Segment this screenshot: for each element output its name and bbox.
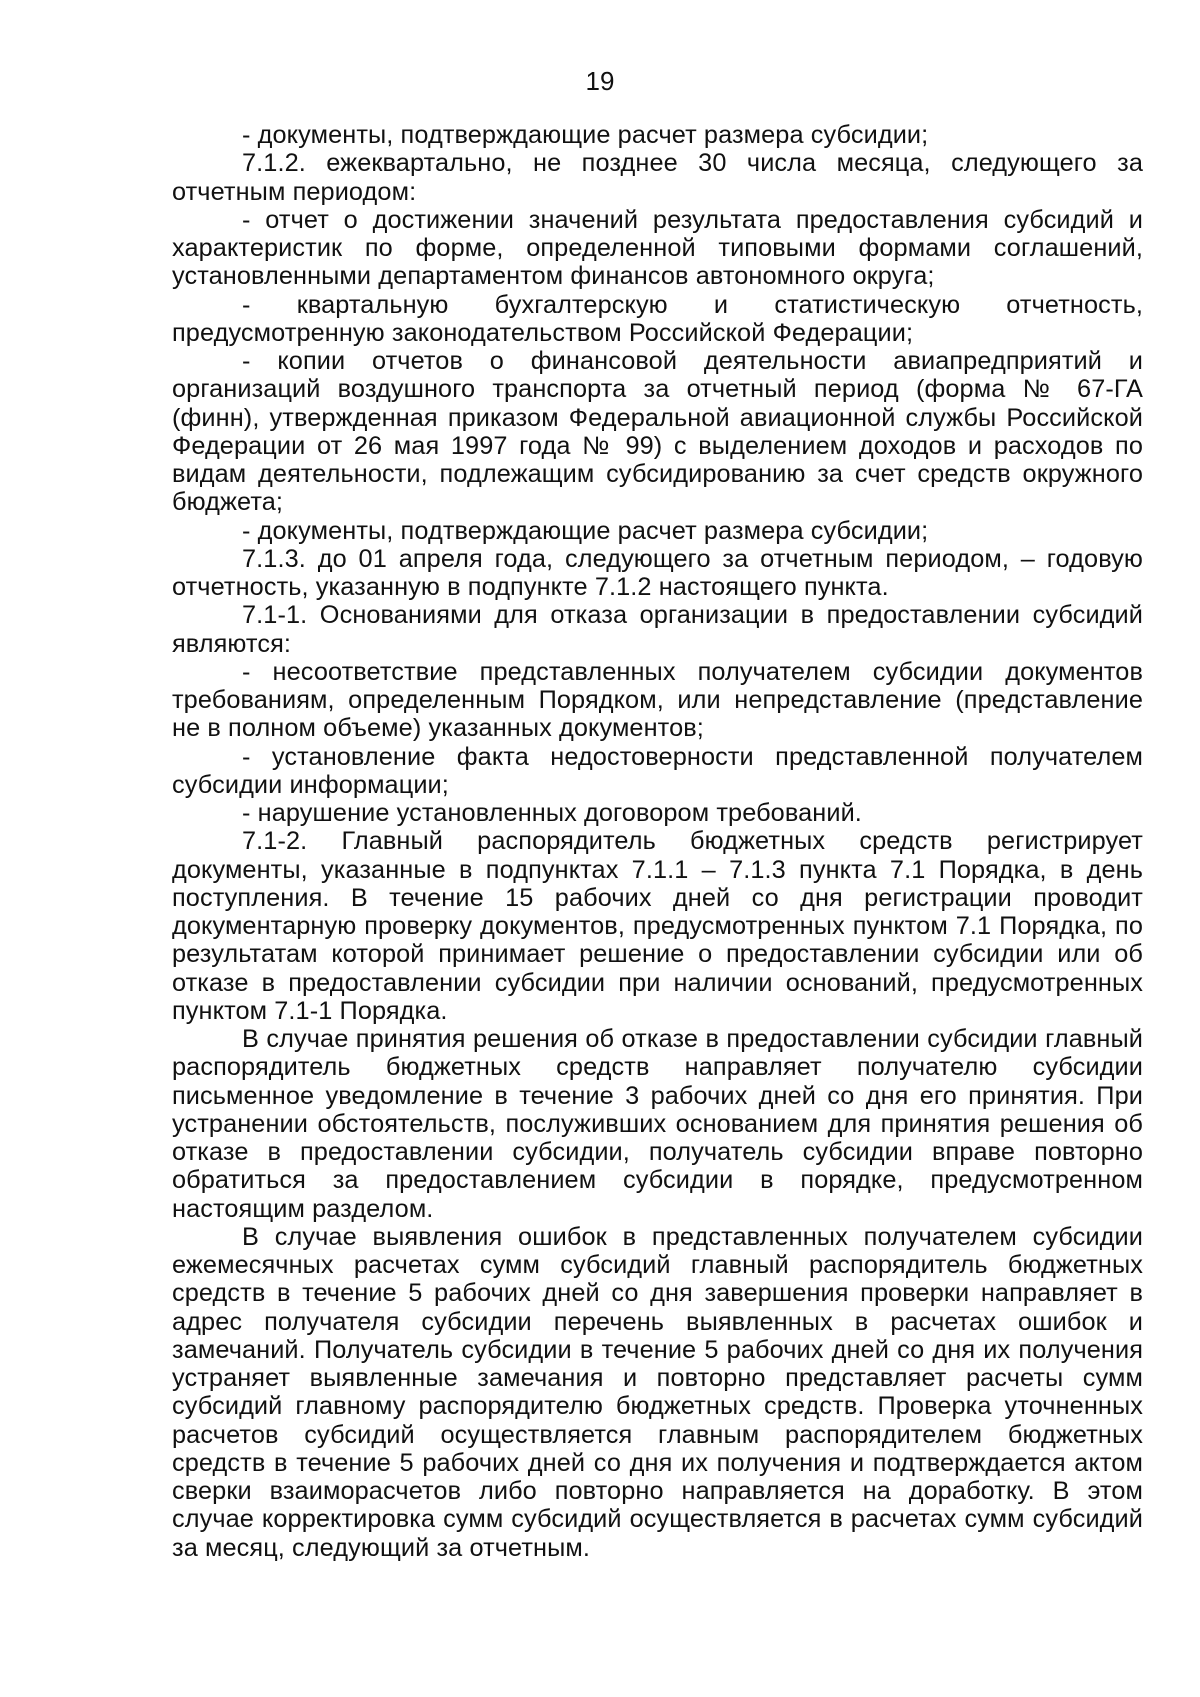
page-number: 19 [585, 66, 615, 96]
paragraph-false-information: - установление факта недостоверности представленной получателем субсидии информации; [172, 742, 1143, 799]
paragraph-docs-subsidy-calc-1: - документы, подтверждающие расчет размера субсидии; [242, 121, 929, 149]
paragraph-7-1-2: 7.1.2. ежеквартально, не позднее 30 числа месяца, следующего за отчетным периодом: [172, 149, 1143, 206]
document-body [172, 121, 1143, 1562]
paragraph-refusal-notice: В случае принятия решения об отказе в предоставлении субсидии главный распорядитель бюджетных средств направляет получателю субсидии письменное уведомление в течение 3 рабочих дней со дня его принятия. При устранении обстоятельств, послуживших основанием для принятия решения об отказе в предоставлении субсидии, получатель субсидии вправе повторно обратиться за предоставлением субсидии в порядке, предусмотренном настоящим разделом. [172, 1025, 1143, 1223]
paragraph-7-1-3: 7.1.3. до 01 апреля года, следующего за отчетным периодом, – годовую отчетность, указанную в подпункте 7.1.2 настоящего пункта. [172, 544, 1143, 601]
paragraph-financial-reports-copies: - копии отчетов о финансовой деятельности авиапредприятий и организаций воздушного транспорта за отчетный период (форма № 67-ГА (финн), утвержденная приказом Федеральной авиационной службы Российской Федерации от 26 мая 1997 года № 99) с выделением доходов и расходов по видам деятельности, подлежащим субсидированию за счет средств окружного бюджета; [172, 347, 1143, 517]
paragraph-errors-correction: В случае выявления ошибок в представленных получателем субсидии ежемесячных расчетах сумм субсидий главный распорядитель бюджетных средств в течение 5 рабочих дней со дня завершения проверки направляет в адрес получателя субсидии перечень выявленных в расчетах ошибок и замечаний. Получатель субсидии в течение 5 рабочих дней со дня их получения устраняет выявленные замечания и повторно представляет расчеты сумм субсидий главному распорядителю бюджетных средств. Проверка уточненных расчетов субсидий осуществляется главным распорядителем бюджетных средств в течение 5 рабочих дней со дня их получения и подтверждается актом сверки взаиморасчетов либо повторно направляется на доработку. В этом случае корректировка сумм субсидий осуществляется в расчетах сумм субсидий за месяц, следующий за отчетным. [172, 1222, 1143, 1562]
paragraph-quarterly-reporting: - квартальную бухгалтерскую и статистическую отчетность, предусмотренную законодательством Российской Федерации; [172, 290, 1143, 347]
paragraph-contract-violation: - нарушение установленных договором требований. [242, 799, 862, 827]
paragraph-results-report: - отчет о достижении значений результата предоставления субсидий и характеристик по форме, определенной типовыми формами соглашений, установленными департаментом финансов автономного округа; [172, 205, 1143, 291]
paragraph-7-1-2-registration: 7.1-2. Главный распорядитель бюджетных средств регистрирует документы, указанные в подпунктах 7.1.1 – 7.1.3 пункта 7.1 Порядка, в день поступления. В течение 15 рабочих дней со дня регистрации проводит документарную проверку документов, предусмотренных пунктом 7.1 Порядка, по результатам которой принимает решение о предоставлении субсидии или об отказе в предоставлении субсидии при наличии оснований, предусмотренных пунктом 7.1-1 Порядка. [172, 827, 1143, 1025]
paragraph-docs-subsidy-calc-2: - документы, подтверждающие расчет размера субсидии; [242, 516, 929, 545]
paragraph-nonconformity: - несоответствие представленных получателем субсидии документов требованиям, определенным Порядком, или непредставление (представление не в полном объеме) указанных документов; [172, 657, 1143, 743]
paragraph-7-1-1-refusal-grounds: 7.1-1. Основаниями для отказа организации в предоставлении субсидий являются: [172, 601, 1143, 658]
